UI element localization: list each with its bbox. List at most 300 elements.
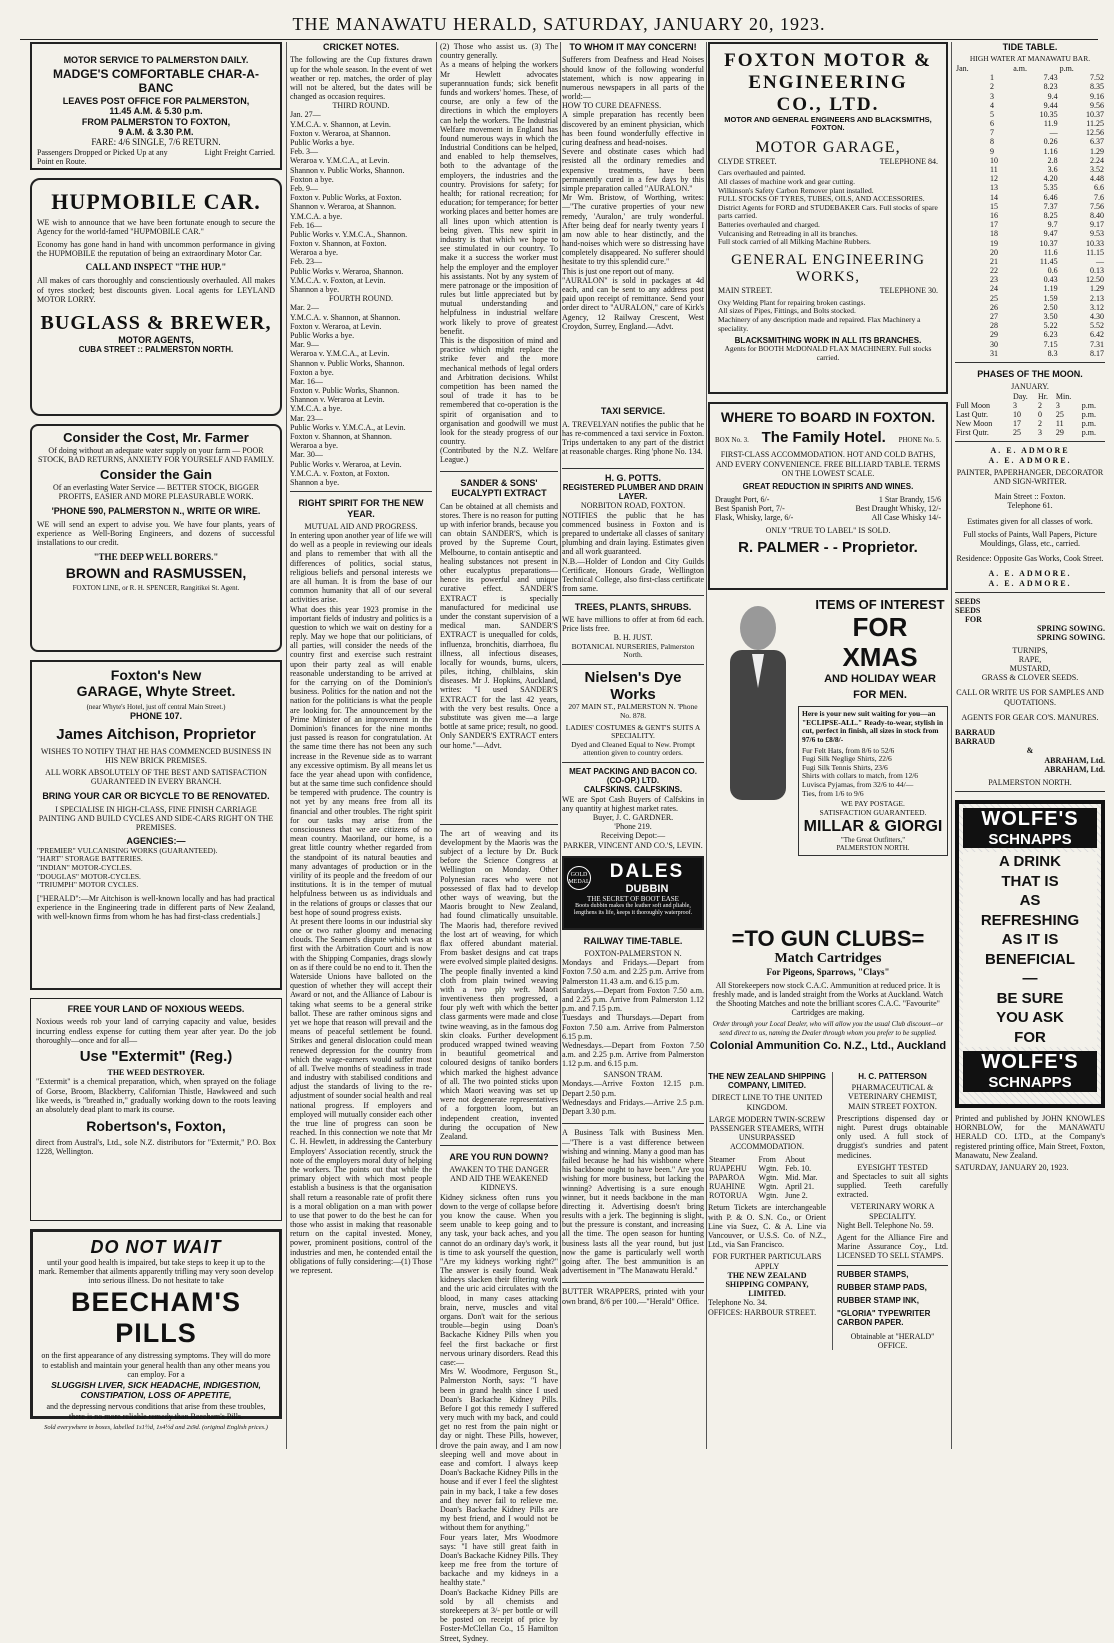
ad-title: MEAT PACKING AND BACON CO. (CO-OP.) LTD. xyxy=(569,767,697,786)
ad-text: direct from Austral's, Ltd., sole N.Z. distributors for "Extermit," P.O. Box 1228, Wellington. xyxy=(36,1138,276,1157)
table-cell: 21 xyxy=(990,256,999,266)
article-text: The art of weaving and its development by the Maoris was the subject of a lecture by Dr. Buck before the Science Congress at Wellington on Monday. Other Polynesian races who were not possessed of flax had to develop other ways of weaving, but the Maoris brought to New Zealand, had found climatically unsuitable. The Maoris had, therefore revived the lost art of weaving, for which flax offered abundant material. From basket designs and cat traps were evolved simple plaited designs. The people finally invented a kind cloth from plain twined weaving with a two ply weft. Maori inventiveness then progressed, a four ply weft with which the better class garments were made and close twine weaving, as in the famous dog skin cloaks. Further development produced wrapped twined weaving in beautiful geometrical and coloured designs of taniko borders which marked the highest advance of all. The two pointed sticks upon which Maori weaving was set up were not degenerate representatives of a forgotten loom, but an independent creation, invented during the occupation of New Zealand. xyxy=(440,828,560,1141)
table-row xyxy=(955,110,1105,119)
ad-title: ITEMS OF INTEREST xyxy=(815,597,945,612)
nz-shipping-ad xyxy=(708,1072,826,1350)
article-subheading: MUTUAL AID AND PROGRESS. xyxy=(304,521,418,531)
ad-heading: AGENCIES:— xyxy=(126,836,186,847)
fixture-line: Public Works v. Y.M.C.A., at Levin. xyxy=(290,422,406,432)
fixture-line: Mar. 9— xyxy=(290,340,319,350)
ad-line: 11.45 A.M. & 5.30 p.m. xyxy=(109,106,203,117)
table-cell: 1.19 xyxy=(1043,284,1058,294)
table-cell: 2 xyxy=(990,82,995,92)
table-row xyxy=(955,147,1105,156)
ad-text: Economy has gone hand in hand with uncommon performance in giving the HUPMOBILE the reputation of being an extraordinary Motor Car. xyxy=(37,239,275,258)
ad-heading: FREE YOUR LAND OF NOXIOUS WEEDS. xyxy=(67,1004,245,1014)
fixture-line: Feb. 16— xyxy=(290,220,322,230)
table-cell: p.m. xyxy=(1081,409,1096,419)
ad-proprietor: James Aitchison, Proprietor xyxy=(56,725,256,743)
table-cell: 3 xyxy=(1012,400,1017,410)
ad-text: WE wish to announce that we have been fortunate enough to secure the Agency for the world-famed "HUPMOBILE CAR." xyxy=(37,218,275,237)
table-cell: 7.37 xyxy=(1043,201,1058,211)
ad-title: Consider the Cost, Mr. Farmer xyxy=(63,430,249,445)
moon-heading: PHASES OF THE MOON. xyxy=(977,368,1083,379)
fixture-line: Foxton v. Weraroa, at Levin. xyxy=(290,321,382,331)
table-cell: Wgtn. xyxy=(758,1163,779,1173)
list-item: Batteries overhauled and charged. xyxy=(718,220,820,230)
table-row xyxy=(955,419,1105,428)
table-cell: 7.56 xyxy=(1090,201,1104,211)
ad-text: Here is your new suit waiting for you—an "ECLIPSE-ALL." Ready-to-wear, stylish in cut, perfect in finish, all sizes in stock from 97/6 to £8/8/- xyxy=(802,709,944,744)
ad-text: All makes of cars thoroughly and conscientiously overhauled. All makes of tyres stocked; best discounts given. Local agents for LEYLAND MOTOR LORRY. xyxy=(37,276,275,304)
table-cell: 12.50 xyxy=(1086,275,1104,285)
column-3 xyxy=(440,42,560,1643)
ad-proprietor: R. PALMER - - Proprietor. xyxy=(738,538,918,556)
table-cell: RUAHINE xyxy=(709,1182,745,1192)
column-4 xyxy=(562,42,704,1449)
table-cell: 7.15 xyxy=(1043,339,1058,349)
table-row xyxy=(955,174,1105,183)
table-cell: 23 xyxy=(990,275,999,285)
ad-callout: BRING YOUR CAR OR BICYCLE TO BE RENOVATED. xyxy=(42,790,270,801)
list-item: All sizes of Pipes, Fittings, and Bolts stocked. xyxy=(718,306,856,316)
fixture-line: Public Works v. Weraroa, Shannon. xyxy=(290,266,404,276)
ad-sub: For Pigeons, Sparrows, "Clays" xyxy=(766,967,890,978)
wolfes-schnapps-ad xyxy=(955,800,1105,1108)
ad-title: THE NEW ZEALAND SHIPPING COMPANY, LIMITED. xyxy=(708,1072,826,1091)
ad-headline xyxy=(812,598,948,702)
table-cell: 5.22 xyxy=(1043,321,1058,331)
ad-text: WISHES TO NOTIFY THAT HE HAS COMMENCED BUSINESS IN HIS NEW BRICK PREMISES. xyxy=(40,746,272,766)
ad-line: LEAVES POST OFFICE FOR PALMERSTON, xyxy=(62,95,250,106)
table-cell: Wgtn. xyxy=(758,1172,779,1182)
table-row xyxy=(955,211,1105,220)
table-cell: 0.6 xyxy=(1047,266,1058,276)
ad-line: REFRESHING xyxy=(980,911,1080,929)
table-cell: Last Qutr. xyxy=(956,409,988,419)
ad-sub: PHARMACEUTICAL & VETERINARY CHEMIST, xyxy=(848,1083,937,1102)
ad-footer-left: Passengers Dropped or Picked Up at any Point en Route. xyxy=(37,147,168,166)
ad-sub: CALFSKINS. CALFSKINS. xyxy=(583,785,683,795)
table-cell: Full Moon xyxy=(956,400,991,410)
table-row xyxy=(955,257,1105,266)
list-item: TURNIPS, xyxy=(1012,645,1048,655)
list-item: Full stock carried of all Milking Machine Rubbers. xyxy=(718,237,871,247)
ad-text: WE are Spot Cash Buyers of Calfskins in any quantity at highest market rates. xyxy=(562,794,704,813)
ad-sub: SPRING SOWING. xyxy=(1036,633,1105,643)
table-row xyxy=(955,229,1105,238)
ad-text: ALL WORK ABSOLUTELY OF THE BEST AND SATISFACTION GUARANTEED IN EVERY BRANCH. xyxy=(45,768,267,787)
ad-title: A. E. ADMORE. xyxy=(988,569,1072,579)
fixture-line: Public Works v. Weraroa, at Levin. xyxy=(290,459,402,469)
ad-title: DO NOT WAIT xyxy=(90,1237,222,1257)
table-row xyxy=(955,349,1105,358)
timetable-sub: SANSON TRAM. xyxy=(603,1070,663,1080)
ad-line: A DRINK xyxy=(999,853,1061,871)
table-cell: 8 xyxy=(990,137,995,147)
table-cell: 3.52 xyxy=(1090,165,1104,175)
fixtures-list xyxy=(290,303,432,487)
ad-address: MAIN STREET FOXTON. xyxy=(848,1101,937,1111)
ad-text: Of an everlasting Water Service — BETTER STOCK, BIGGER PROFITS, EASIER AND MORE PLEASURABLE WORK. xyxy=(53,483,259,502)
fixture-line: Mar. 23— xyxy=(290,413,323,423)
table-cell: 0.43 xyxy=(1043,275,1058,285)
meat-packing-ad xyxy=(562,767,704,850)
sailings-table xyxy=(708,1155,826,1201)
article-subheading: AWAKEN TO THE DANGER AND AID THE WEAKENED KIDNEYS. xyxy=(449,1165,549,1193)
ad-line: THAT IS xyxy=(1001,872,1059,890)
ad-text: WE PAY POSTAGE. xyxy=(841,799,905,809)
list-item: Ties, from 1/6 to 9/6 xyxy=(802,788,864,798)
list-item: Vulcanising and Retreading in all its branches. xyxy=(718,228,858,238)
ad-text: Residence: Opposite Gas Works, Cook Street. xyxy=(956,554,1104,564)
fixture-line: Weraroa v. Y.M.C.A., at Levin. xyxy=(290,156,390,166)
ad-heading: MOTOR SERVICE TO PALMERSTON DAILY. xyxy=(63,55,249,65)
ad-hotel-name: The Family Hotel. xyxy=(761,429,886,447)
ad-firm: MILLAR & GIORGI xyxy=(803,817,943,835)
timetable-heading: RAILWAY TIME-TABLE. xyxy=(583,935,683,946)
ad-callout: EYESIGHT TESTED xyxy=(857,1162,928,1172)
table-cell: First Qutr. xyxy=(956,428,989,438)
ad-text: CALL OR WRITE US FOR SAMPLES AND QUOTATIONS. xyxy=(956,688,1104,707)
ad-title: HUPMOBILE CAR. xyxy=(51,189,261,214)
article-text: Sufferers from Deafness and Head Noises should know of the following wonderful statement, which is now appearing in numerous newspapers in all parts of the world:— HOW TO CURE DEAFNESS. A simple preparation has recently been discovered by an eminent physician, which has been found wonderfully effective in curing deafness and head-noises. Severe and obstinate cases which had resisted all the ordinary remedies and expensive treatments, have been permanently cured in a few days by this simple preparation called "AURALON." Mr Wm. Bristow, of Worthing, writes:—"The curative properties of your new remedy, 'Auralon,' are truly wonderful. After being deaf for nearly twenty years I am now able to hear distinctly, and the hand-noises which were so distressing have completely disappeared. No sufferer should hesitate to try this splendid cure." This is just one report out of many. "AURALON" is sold in packages at 4d each, and can be sent to any address post paid upon receipt of remittance. Send your order direct to "AURALON," care of Kirk's Agency, 12 Railway Crescent, West Croydon, Surrey, England.—Advt. xyxy=(562,55,704,331)
table-cell: 4.20 xyxy=(1043,174,1058,184)
table-cell: 11 xyxy=(990,165,998,175)
ad-title: DALES xyxy=(609,860,685,882)
table-cell: p.m. xyxy=(1081,428,1096,438)
masthead: THE MANAWATU HERALD, SATURDAY, JANUARY 20, 1923. xyxy=(20,14,1098,40)
fixture-line: Foxton v. Weraroa, at Shannon. xyxy=(290,128,391,138)
ad-firm: BARRAUD xyxy=(955,727,995,737)
table-cell: Wgtn. xyxy=(758,1191,779,1201)
table-cell: ROTORUA xyxy=(709,1191,748,1201)
ad-text: All Storekeepers now stock C.A.C. Ammunition at reduced price. It is freshly made, and is landed straight from the Works at Auckland. Watch the Shooting Matches and note the brilliant scores C.A.C. "Favourite" Cartridges are making. xyxy=(712,980,944,1018)
ad-footer: Obtainable at "HERALD" OFFICE. xyxy=(850,1331,935,1350)
table-cell: 1.29 xyxy=(1090,284,1104,294)
agencies-list xyxy=(37,847,275,890)
table-cell: 0.26 xyxy=(1043,137,1058,147)
table-cell: 7 xyxy=(990,128,995,138)
table-cell: 4.48 xyxy=(1090,174,1104,184)
ad-address: PALMERSTON NORTH. xyxy=(836,843,910,852)
ad-firm: Robertson's, Foxton, xyxy=(86,1118,226,1135)
table-cell: 5.35 xyxy=(1043,183,1058,193)
table-cell: 3.6 xyxy=(1047,165,1058,175)
ad-title: SEEDS xyxy=(955,605,981,615)
hupmobile-ad xyxy=(30,178,282,416)
table-header xyxy=(955,64,1105,73)
table-cell: 10.33 xyxy=(1086,238,1104,248)
price-item: Draught Port, 6/- xyxy=(715,495,770,505)
table-cell: 7.52 xyxy=(1090,73,1104,83)
ad-heading: WHERE TO BOARD IN FOXTON. xyxy=(720,409,936,425)
list-item: Fugi Silk Neglige Shirts, 22/6 xyxy=(802,754,892,764)
fixture-line: Shannon a bye. xyxy=(290,285,340,295)
gold-medal-icon: GOLD MEDAL xyxy=(567,866,591,890)
fixture-line: Mar. 2— xyxy=(290,303,319,313)
table-row xyxy=(955,266,1105,275)
ad-text: WE will send an expert to advise you. We have four plants, years of experience as Well-Boring Engineers, and dozens of successful installations to our credit. xyxy=(37,519,275,548)
article-heading: RIGHT SPIRIT FOR THE NEW YEAR. xyxy=(298,498,424,519)
fixture-line: Weraroa a bye. xyxy=(290,248,338,258)
column-1 xyxy=(30,42,282,1449)
table-cell: 22 xyxy=(990,266,999,276)
table-row xyxy=(955,202,1105,211)
stamps-item: "GLORIA" TYPEWRITER CARBON PAPER. xyxy=(837,1309,931,1328)
table-row xyxy=(955,330,1105,339)
ad-sub: SPRING SOWING. xyxy=(1036,624,1105,634)
nielsen-ad xyxy=(562,669,704,758)
table-header xyxy=(955,392,1105,401)
ad-line: FROM PALMERSTON TO FOXTON, xyxy=(81,116,231,127)
stamps-item: RUBBER STAMPS, xyxy=(837,1269,909,1279)
list-item: Luvisca Pyjamas, from 32/6 to 44/— xyxy=(802,780,914,789)
table-cell: 15 xyxy=(990,201,999,211)
column-header: Steamer xyxy=(709,1154,736,1164)
table-cell: 11.45 xyxy=(1039,256,1058,266)
table-cell: 27 xyxy=(990,312,999,322)
table-row xyxy=(955,239,1105,248)
fixture-line: Mar. 30— xyxy=(290,450,323,460)
cac-ammunition-ad xyxy=(708,926,948,1066)
ad-phone: TELEPHONE 30. xyxy=(879,286,938,296)
ad-section: MOTOR GARAGE, xyxy=(755,138,901,156)
table-cell: Mid. Mar. xyxy=(785,1172,818,1182)
ad-text: LARGE MODERN TWIN-SCREW PASSENGER STEAMERS, WITH UNSURPASSED ACCOMMODATION. xyxy=(708,1114,826,1152)
table-cell: 8.25 xyxy=(1043,210,1058,220)
ad-firm: BROWN and RASMUSSEN, xyxy=(65,564,247,581)
fixture-line: Foxton v. Public Works, Shannon. xyxy=(290,386,400,396)
fixture-line: Feb. 23— xyxy=(290,257,322,267)
table-cell: 4 xyxy=(990,100,995,110)
fixture-line: Public Works a bye. xyxy=(290,330,355,340)
timetable-text: Mondays.—Arrive Foxton 12.15 p.m. Depart 2.50 p.m. Wednesdays and Fridays.—Arrive 2.5 p.m. Depart 3.30 p.m. xyxy=(562,1079,704,1116)
article-text: Kidney sickness often runs you down to the verge of collapse before you know the cause. When you seem unable to keep going and to any task, your back aches, and you cannot do an ordinary day's work, it is time to ask yourself the question, "Are my kidneys working right?" The answer is easily found. Weak kidneys slacken their filtering work and the uric acid circulates with the blood, in many cases attacking brain, nerve, muscles and vital organs. Don't wait for the serious trouble—begin using Doan's Backache Kidney Pills when you feel the first backache or first nervous urinary disorders. Read this case:— Mrs W. Woodmore, Ferguson St., Palmerston North, says: "I have been in grand health since I used Doan's Backache Kidney Pills. Before I got this remedy I suffered very much with my back, and could get no rest from the pain night or day or night. These Pills, however, drove the pain away, and I am now sleeping well and move about in ease and comfort. I always keep Doan's Backache Kidney Pills in the house and if ever I feel the slightest pain in my back, I take a few doses and they never fail to relieve me. Doan's Backache Kidney Pills are my best friend, and I would not be without them for anything." Four years later, Mrs Woodmore says: "I have still great faith in Doan's Backache Kidney Pills. They keep me free from the torture of backache and my kidneys in a healthy state." Doan's Backache Kidney Pills are sold by all chemists and storekeepers at 3/- per bottle or will be posted on receipt of price by Foster-McClellan Co., 15 Hamilton Street, Sydney. xyxy=(440,1192,558,1643)
stamps-item: RUBBER STAMP PADS, xyxy=(837,1282,927,1292)
list-item: Fur Felt Hats, from 8/6 to 52/6 xyxy=(802,745,895,755)
table-row xyxy=(955,248,1105,257)
table-cell: — xyxy=(1049,128,1058,138)
ad-text: and Spectacles to suit all sights supplied. Teeth carefully extracted. xyxy=(837,1171,948,1200)
ad-header xyxy=(567,861,699,895)
article-text: A Business Talk with Business Men.—"There is a vast difference between wishing and winning. Many a good man has failed because he had his wishbone where his backbone ought to have been." Are you wishing for more business, but lacking the winning? Advertising is a sure enough winner, but it needs backbone in the man directing it. Advertising doesn't bring results with a jerk. The beginning is slight, but the pressure is constant, and increasing all the time. The open season for hunting business lasts all the year round, but just now the game is particularly well worth going after. The best ammunition is an advertisement in "The Manawatu Herald." xyxy=(562,1128,706,1276)
ad-body xyxy=(963,852,1097,1047)
fixture-line: Shannon v. Public Works, Shannon. xyxy=(290,165,405,175)
table-cell: June 2. xyxy=(785,1191,808,1201)
ad-title: H. G. POTTS. xyxy=(604,472,661,483)
table-cell: 3 xyxy=(990,91,995,101)
ad-brand: SCHNAPPS xyxy=(963,1074,1097,1091)
ad-text: Agent for the Alliance Fire and Marine Assurance Coy., Ltd. LICENSED TO SELL STAMPS. xyxy=(837,1233,948,1261)
ad-title: A. E. ADMORE. xyxy=(988,455,1072,465)
table-cell: p.m. xyxy=(1081,400,1096,410)
column-header: Hr. xyxy=(1038,391,1049,401)
patterson-chemist-ad xyxy=(832,1072,948,1350)
table-cell: 2.13 xyxy=(1090,293,1104,303)
column-5 xyxy=(708,42,948,1449)
ad-phone: Night Bell. Telephone No. 59. xyxy=(837,1220,934,1230)
ad-sub: FOR xyxy=(965,615,982,625)
table-cell: 9.44 xyxy=(1043,100,1058,110)
table-cell: 8.35 xyxy=(1090,82,1104,92)
brown-rasmussen-ad xyxy=(30,424,282,652)
ad-line: FOR xyxy=(1014,1028,1046,1046)
table-row xyxy=(955,340,1105,349)
ad-sub: THE WEED DESTROYER. xyxy=(107,1068,205,1078)
table-row xyxy=(955,321,1105,330)
table-cell: 13 xyxy=(990,183,999,193)
table-cell: 12.56 xyxy=(1086,128,1104,138)
fixture-line: Shannon v. Weraroa, at Shannon. xyxy=(290,202,396,212)
table-row xyxy=(955,220,1105,229)
moon-month: JANUARY. xyxy=(1011,382,1049,392)
price-item: Flask, Whisky, large, 6/- xyxy=(715,513,794,523)
fixture-line: Y.M.C.A. a bye. xyxy=(290,404,343,414)
list-item: All classes of machine work and gear cutting. xyxy=(718,176,856,186)
table-row xyxy=(708,1182,826,1191)
table-cell: 3.12 xyxy=(1090,302,1104,312)
table-row xyxy=(708,1164,826,1173)
article-text: (2) Those who assist us. (3) The country generally. As a means of helping the workers Mr Hewlett advocates superannuation funds; sick benefit funds and workers' homes. These, of course, are only a few of the directions in which the employers can help the workers. The Industrial Welfare movement in England has found numerous ways in which the Industrial Conditions can be helped, and enabled to help themselves, both to the advantage of the employers, the industries and the country. Provisions for safety; for health; for rational recreation; for education; for temperance; for better working places and better homes are all lines upon which attention is being given. This new spirit in industry is that which we hope to see stimulated in our country. To make it a success the worker must help the employer and the employer his assistants. Not by any system of mere patronage or the imposition of rules but little appreciated but by mutual understanding and helpfulness in industrial welfare work likely to prove of greatest benefit. This is the disposition of mind and practice which might replace the strike fever and the more mechanical methods of legal orders and Arbitration decisions. Whilst competition has been named the soul of trade it has to be remembered that co-operation is the spirit of organisation and to organisation and goodwill we must look for the steady progress of our country. (Contributed by the N.Z. Welfare League.) xyxy=(440,42,558,465)
fixture-line: Mar. 16— xyxy=(290,376,323,386)
fixture-line: Weraroa a bye. xyxy=(290,441,338,451)
extermit-ad xyxy=(30,998,282,1221)
table-cell: 29 xyxy=(1055,428,1064,438)
table-cell: 16 xyxy=(990,210,999,220)
ad-line: AS xyxy=(1019,892,1041,910)
ad-text: SATISFACTION GUARANTEED. xyxy=(819,807,927,817)
ad-sub: MOTOR AND GENERAL ENGINEERS AND BLACKSMITHS, FOXTON. xyxy=(724,114,932,133)
article-text: In entering upon another year of life we will do well as a people in reviewing our ideals and plans to remember that with all the differences of politics, social status, religious beliefs and personal interests we are all human. It is from the base of our common humanity that all of our several activities arise. What does this year 1923 promise in the important fields of industry and politics is a question to which we wait on destiny for a reply. May we hope that our politicians, of all parties, will consider the needs of the country first and exercise such restraint upon their party zeal as will enable reasonable understanding to be arrived at for the carrying on of the Dominion's business. Politics for the nation and not the nation for the politicians is what the people are looking for. The announcement by the Prime Minister of an improvement in the Dominion's finances for the nine months just passed is reason for congratulation. At the same time there has not been any such increase in the Revenue side as to warrant any excessive optimism. By all means let us face the year ahead upon with confidence, but at the same time such confidence should be tempered with prudence. The country is not yet by any means free from all its financial and other troubles. The right spirit for our tasks may arise from the consciousness that we are citizens of no mean country. Maoriland, our home, is a great little country whether regarded from the standpoint of its natural beauties and many advantages of production or in the virility of its people and the freedom of our institutions. It is in the temper of mutual helpfulness between us as individuals and in the relations of groups or classes that our best hope of sound progress exists. At present there looms in our industrial sky one or two rather gloomy and menacing clouds. The Seamen's dispute which was at first with the Arbitration Court and is now with the Shipping Companies, drags slowly on as if there could be no end to it. Then the Waterside Unions have balloted on the question of whether they will accept their Award or not, and the Alliance of Labour is taking what seems to be a general strike ballot. These are rather ominous signs and yet we hope that reason will prevail and the means of peaceful settlement be found. Strikes and general dislocation could mean renewed depression for the country from which the wage-earners would suffer most of all. Twelve months of steadiness in trade and industry with stabilised conditions and adjust the standards of living to the re-adjustment of sounder social health and real national progress. If employers and employed will mutually consider each other the true line of progress can soon be reached. In this connection we note that Mr C. H. Hewlett, in addressing the Canterbury Employers' Association recently, struck the note of the employers moral duty of helping the workers. The points out that while the primary object with which most people establish a business is that the organisation shall return a reasonable rate of profit there is a moral obligation on a man with power to use that power to do the best he can for those who assist in making that reasonable return on the capital invested. Money, power, prominent positions, control of the industries and men, he contended entail the obligations of fully considering:—(1) Those we represent. xyxy=(290,531,432,1276)
ad-brand: WOLFE'S xyxy=(963,1051,1097,1074)
table-cell: RUAPEHU xyxy=(709,1163,747,1173)
ad-contact-row xyxy=(718,286,938,295)
table-cell: 9 xyxy=(990,146,995,156)
ad-callout: VETERINARY WORK A SPECIALITY. xyxy=(850,1202,935,1221)
table-cell: 10.37 xyxy=(1039,238,1058,248)
table-cell: 28 xyxy=(990,321,999,331)
table-row xyxy=(955,428,1105,437)
ad-line: BENEFICIAL xyxy=(985,950,1075,968)
ad-box: BOX No. 3. xyxy=(715,436,749,445)
ad-firm: BUGLASS & BREWER, xyxy=(40,311,272,334)
stamps-item: RUBBER STAMP INK, xyxy=(837,1295,919,1305)
table-cell: 2.24 xyxy=(1090,155,1104,165)
list-item: FULL STOCKS OF TYRES, TUBES, OILS, AND ACCESSORIES. xyxy=(718,194,925,204)
list-item: GRASS & CLOVER SEEDS. xyxy=(981,673,1079,683)
ad-footer: Sold everywhere in boxes, labelled 1s1½d, 1s4½d and 2s9d. (original English prices.) xyxy=(44,1423,268,1431)
price-row xyxy=(715,513,941,522)
ad-sub: BOTANICAL NURSERIES, Palmerston North. xyxy=(571,641,695,660)
ad-title: Works xyxy=(610,686,656,703)
table-cell: 5.52 xyxy=(1090,321,1104,331)
table-row xyxy=(955,73,1105,82)
table-cell: 10 xyxy=(990,155,999,165)
table-cell: 25 xyxy=(1055,409,1064,419)
table-row xyxy=(708,1191,826,1200)
list-item: Wilkinson's Safety Carbon Remover plant installed. xyxy=(718,185,874,195)
table-cell: April 21. xyxy=(785,1182,815,1192)
ad-text: Boots dubbin makes the leather soft and pliable, lengthens its life, keeps it thoroughly waterproof. xyxy=(573,903,693,917)
ad-address: CUBA STREET :: PALMERSTON NORTH. xyxy=(78,345,234,355)
table-row xyxy=(955,284,1105,293)
round-heading: THIRD ROUND. xyxy=(332,101,390,111)
table-row xyxy=(955,193,1105,202)
table-row xyxy=(955,303,1105,312)
ad-phone: PHONE No. 5. xyxy=(898,436,941,445)
ad-title: FOR MEN. xyxy=(853,689,907,702)
table-row xyxy=(955,101,1105,110)
ad-title: Match Cartridges xyxy=(774,951,882,967)
table-cell: 11.6 xyxy=(1043,247,1058,257)
price-item: Best Draught Whisky, 12/- xyxy=(855,504,941,514)
list-item: MUSTARD, xyxy=(1009,664,1051,673)
ad-text: and the depressing nervous conditions that arise from these troubles, there is no more reliable remedy than Beecham's Pills. xyxy=(46,1402,266,1421)
table-cell: 8.40 xyxy=(1090,210,1104,220)
ad-text: DIRECT LINE TO THE UNITED KINGDOM. xyxy=(711,1093,823,1112)
ad-address: PALMERSTON NORTH. xyxy=(988,777,1072,787)
ad-text: Prescriptions dispensed day or night. Purest drugs obtainable only used. A full stock of druggist's sundries and patent medicines. xyxy=(837,1113,948,1160)
ad-title: DUBBIN xyxy=(625,882,669,895)
list-item: Cars overhauled and painted. xyxy=(718,168,806,178)
table-row xyxy=(955,294,1105,303)
table-cell: 11.25 xyxy=(1086,119,1104,129)
ad-text: Order through your Local Dealer, who will allow you the usual Club discount—or send direct to us, naming the Dealer through whom you prefer to be supplied. xyxy=(712,1020,944,1037)
table-cell: 17 xyxy=(1012,419,1021,429)
fixture-line: Foxton a bye. xyxy=(290,367,334,377)
ad-text: WE have millions to offer at from 6d each. Price lists free. xyxy=(562,614,704,634)
ad-address: 207 MAIN ST., PALMERSTON N. 'Phone No. 878. xyxy=(568,702,698,720)
ad-text: FIRST-CLASS ACCOMMODATION. HOT AND COLD BATHS, AND EVERY CONVENIENCE. FREE BILLIARD TABLE. TERMS ON THE LOWEST SCALE. xyxy=(715,450,941,478)
table-cell: 6.42 xyxy=(1090,330,1104,340)
list-item: District Agents for FORD and STUDEBAKER Cars. Full stocks of spare parts carried. xyxy=(718,202,938,221)
article-heading: TO WHOM IT MAY CONCERN! xyxy=(569,42,697,52)
ad-titles xyxy=(595,861,699,895)
fixture-line: Shannon v. Weraroa at Levin. xyxy=(290,395,385,405)
table-row xyxy=(708,1173,826,1182)
table-cell: 17 xyxy=(990,220,999,230)
ad-text: "Extermit" is a chemical preparation, which, when sprayed on the foliage of Gorse, Broom, Blackberry, Californian Thistle, Hawkweed and such like weeds, is "breathed in," gradually working down to the roots leaving an absolutely dead plant to mark its course. xyxy=(36,1077,276,1114)
table-row xyxy=(955,410,1105,419)
footer-date: SATURDAY, JANUARY 20, 1923. xyxy=(955,1163,1069,1172)
ad-text: (near Whyte's Hotel, just off central Main Street.) xyxy=(86,703,226,712)
column-header: From xyxy=(758,1154,776,1164)
madge-char-a-banc-ad xyxy=(30,42,282,170)
ad-title: FOR XMAS xyxy=(842,611,918,672)
ad-title: Foxton's New xyxy=(110,667,202,683)
ad-text: Noxious weeds rob your land of carrying capacity and value, besides incurring endless expense for cutting them year after year. Do the job thoroughly—once and for all— xyxy=(36,1017,276,1045)
ad-address: FOXTON LINE, or R. H. SPENCER, Rangitikei St. Agent. xyxy=(72,583,240,592)
ad-depot: Receiving Depot:— xyxy=(600,831,666,841)
admore-ad xyxy=(955,446,1105,587)
aitchison-garage-ad xyxy=(30,660,282,990)
ad-text: ONLY "TRUE TO LABEL" IS SOLD. xyxy=(765,525,891,535)
table-cell: 26 xyxy=(990,302,999,312)
column-header: p.m. xyxy=(1059,63,1074,73)
fixture-line: Foxton v. Public Works, at Foxton. xyxy=(290,193,402,203)
table-cell: 8.23 xyxy=(1043,82,1058,92)
ad-phone: 'PHONE 590, PALMERSTON N., WRITE OR WIRE. xyxy=(51,505,261,516)
beechams-pills-ad xyxy=(30,1229,282,1431)
ad-hotel-row xyxy=(715,429,941,446)
table-row xyxy=(955,128,1105,137)
table-cell: 1 xyxy=(990,73,995,83)
list-item: "TRIUMPH" MOTOR CYCLES. xyxy=(37,880,139,890)
ad-section: GENERAL ENGINEERING WORKS, xyxy=(731,251,925,286)
table-cell: 30 xyxy=(990,339,999,349)
ad-row xyxy=(708,1072,948,1350)
